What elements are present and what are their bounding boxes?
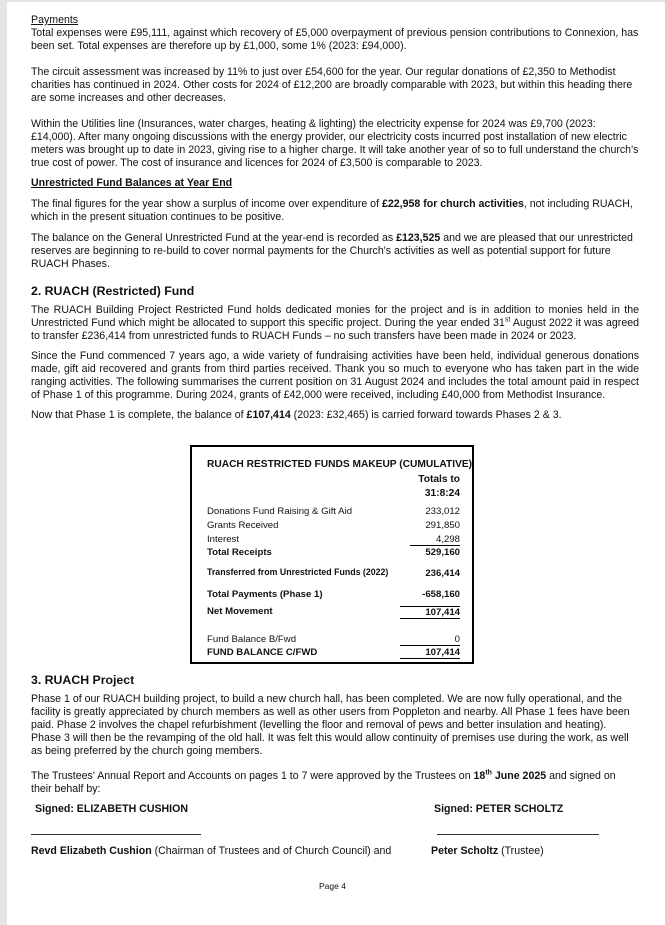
table-row [207, 606, 460, 619]
table-row [207, 547, 460, 560]
row-label: Fund Balance B/Fwd [207, 634, 297, 645]
table-row [207, 634, 460, 647]
signatory-right-name: Peter Scholtz [431, 845, 499, 857]
row-label: Total Receipts [207, 547, 272, 558]
column-header-line-2: 31:8:24 [424, 488, 460, 499]
row-value: 4,298 [410, 534, 460, 546]
section-3-para-2 [31, 770, 639, 796]
text: and we are pleased that our unrestricted reserves are beginning to re-build to cover normal payments for the Church's activities as well as potential support for future RUACH Phases. [31, 232, 633, 270]
balance-amount: £123,525 [396, 232, 441, 244]
table-column-header [418, 473, 460, 501]
signatory-right [431, 845, 544, 857]
signatory-left-name: Revd Elizabeth Cushion [31, 845, 152, 857]
section-2-para-2: Since the Fund commenced 7 years ago, a wide variety of fundraising activities have been held, individual generous donations made, gift aid recovered and grants from third parties received. Thank you so much to everyone who has taken part in the wide ranging activities. The following summarises the current position on 31 August 2024 and includes the total amount paid in respect of Phase 1 of this programme. During 2024, grants of £42,000 were received, including £40,000 from Methodist Insurance. [31, 350, 639, 401]
text: The Trustees' Annual Report and Accounts on pages 1 to 7 were approved by the Trustees on [31, 770, 474, 782]
row-label: Transferred from Unrestricted Funds (2022) [207, 567, 389, 577]
row-value: 236,414 [425, 568, 460, 579]
signed-right: Signed: PETER SCHOLTZ [434, 803, 564, 815]
unrestricted-para-1 [31, 198, 639, 224]
row-value: 0 [400, 634, 460, 646]
table-row [207, 567, 460, 580]
row-label: FUND BALANCE C/FWD [207, 647, 318, 658]
table-row [207, 506, 460, 519]
signature-line-right [437, 826, 599, 835]
table-row [207, 520, 460, 533]
payments-para-1: Total expenses were £95,111, against which recovery of £5,000 overpayment of previous pension contributions to Connexion, has been set. Total expenses are therefore up by £1,000, some 1% (2023: £94,000). [31, 27, 639, 52]
signatory-left-role: (Chairman of Trustees and of Church Council) and [151, 845, 392, 857]
signed-left: Signed: ELIZABETH CUSHION [35, 803, 189, 815]
payments-heading: Payments [31, 14, 79, 26]
row-value: 107,414 [400, 647, 460, 659]
surplus-amount: £22,958 for church activities [381, 198, 524, 210]
row-label: Donations Fund Raising & Gift Aid [207, 506, 353, 517]
column-header-line-1: Totals to [418, 474, 460, 485]
row-label: Net Movement [207, 606, 273, 617]
approval-date-day: 18 [473, 770, 486, 782]
row-label: Grants Received [207, 520, 279, 531]
text: and signed on their behalf by: [31, 770, 616, 795]
row-value: -658,160 [422, 589, 460, 600]
signatory-left [31, 845, 391, 857]
superscript: st [504, 316, 511, 324]
unrestricted-para-2 [31, 232, 639, 271]
row-label: Total Payments (Phase 1) [207, 589, 323, 600]
text: The RUACH Building Project Restricted Fund holds dedicated monies for the project and is in addition to monies held in the Unrestricted Fund which might be allocated to support this specific project. During the year ended 31 [31, 304, 639, 329]
section-2-heading: 2. RUACH (Restricted) Fund [31, 284, 195, 298]
page-number: Page 4 [319, 881, 346, 891]
section-2-para-1 [31, 304, 639, 343]
text: Now that Phase 1 is complete, the balance of [31, 409, 247, 421]
signature-line-left [31, 826, 201, 835]
row-label: Interest [207, 534, 239, 545]
text: (2023: £32,465) is carried forward towards Phases 2 & 3. [290, 409, 562, 421]
section-3-para-1: Phase 1 of our RUACH building project, to build a new church hall, has been completed. We are now fully operational, and the facility is greatly appreciated by church members as well as other users from Poppleton and nearby. All Phase 1 fees have been paid. Phase 2 involves the chapel refurbishment (levelling the floor and removal of pews and better insulation and heating). Phase 3 will then be the revamping of the old hall. It was felt this would allow continuity of premises use during the work, as well as being preferred by the church going members. [31, 693, 630, 757]
table-row [207, 534, 460, 547]
approval-date-month: June 2025 [491, 770, 547, 782]
text: August 2022 it was agreed to transfer £236,414 from unrestricted funds to RUACH Funds – no such transfers have been made in 2024 or 2023. [31, 317, 639, 342]
text: , not including RUACH, which in the present situation continues to be positive. [31, 198, 633, 223]
table-title: RUACH RESTRICTED FUNDS MAKEUP (CUMULATIVE) [207, 459, 473, 470]
document-page [31, 14, 639, 422]
unrestricted-heading: Unrestricted Fund Balances at Year End [31, 177, 233, 189]
section-3-heading: 3. RUACH Project [31, 673, 135, 687]
ruach-funds-table [190, 445, 474, 664]
signatory-right-role: (Trustee) [498, 845, 544, 857]
table-row [207, 589, 460, 602]
section-2-para-3 [31, 409, 639, 422]
row-value: 107,414 [400, 606, 460, 619]
text: The final figures for the year show a surplus of income over expenditure of [31, 198, 382, 210]
text: The balance on the General Unrestricted Fund at the year-end is recorded as [31, 232, 397, 244]
table-row [207, 647, 460, 660]
row-value: 291,850 [425, 520, 460, 531]
superscript: th [485, 769, 492, 777]
row-value: 529,160 [425, 547, 460, 558]
section-3 [31, 674, 639, 796]
row-value: 233,012 [425, 506, 460, 517]
viewer-left-gutter [0, 0, 7, 925]
viewer-top-gutter [0, 0, 665, 2]
payments-para-3: Within the Utilities line (Insurances, water charges, heating & lighting) the electricity expense for 2024 was £9,700 (2023: £14,000). After many ongoing discussions with the energy provider, our electricity costs incurred post installation of new electric meters was brought up to date in 2023, giving rise to a higher charge. It will take another year of so to full understand the church's true cost of power. The cost of insurance and licences for 2024 of £3,500 is comparable to 2023. [31, 118, 639, 169]
payments-para-2: The circuit assessment was increased by 11% to just over £54,600 for the year. Our regular donations of £2,350 to Methodist charities has continued in 2024. Other costs for 2024 of £12,200 are broadly comparable with 2023, but within this heading there are some increases and other decreases. [31, 66, 633, 104]
carried-forward-amount: £107,414 [246, 409, 291, 421]
